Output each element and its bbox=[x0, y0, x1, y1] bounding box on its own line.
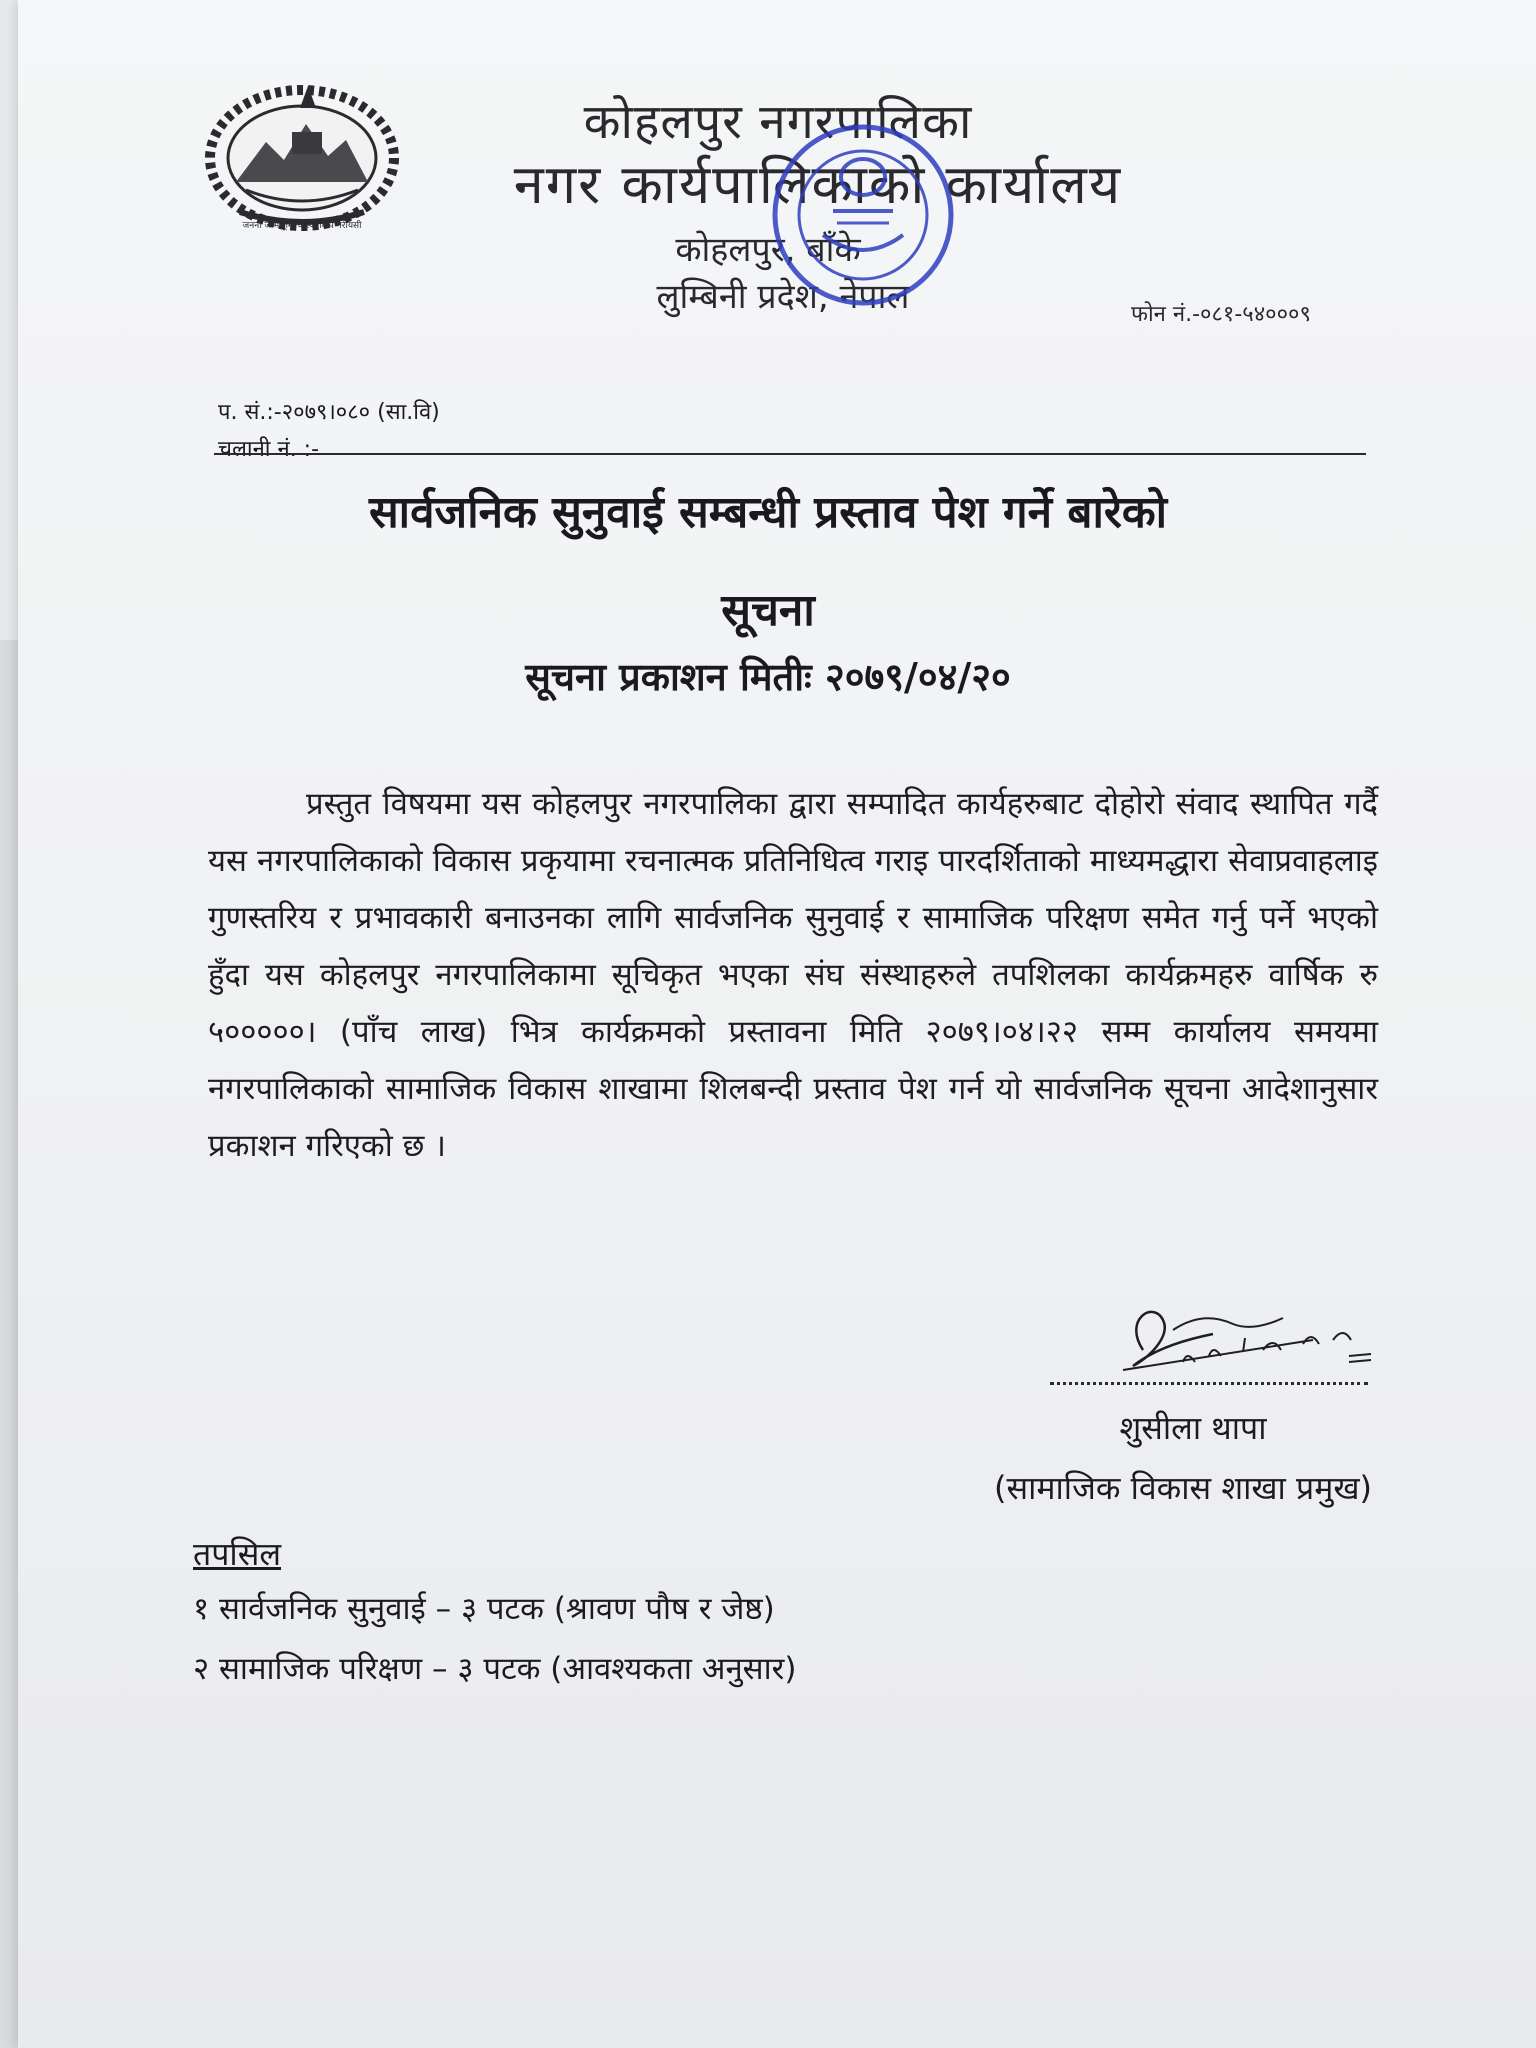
annex-item: २ सामाजिक परिक्षण – ३ पटक (आवश्यकता अनुसार) bbox=[193, 1651, 797, 1687]
office-address-line1: कोहलपुर, बाँके bbox=[675, 230, 861, 270]
signatory-name: शुसीला थापा bbox=[1119, 1409, 1267, 1447]
office-name-line2: नगर कार्यपालिकाको कार्यालय bbox=[513, 153, 1123, 216]
office-stamp bbox=[763, 115, 963, 315]
fiscal-year-reference: प. सं.:-२०७९।०८० (सा.वि) bbox=[218, 400, 440, 425]
office-name-line1: कोहलपुर नगरपालिका bbox=[583, 94, 973, 150]
header-divider bbox=[214, 453, 1366, 455]
signature-line bbox=[1050, 1382, 1368, 1385]
office-phone: फोन नं.-०८१-५४०००९ bbox=[1131, 302, 1311, 327]
notice-body: प्रस्तुत विषयमा यस कोहलपुर नगरपालिका द्वारा सम्पादित कार्यहरुबाट दोहोरो संवाद स्थापित गर्दै यस नगरपालिकाको विकास प्रकृयामा रचनात्मक प्रतिनिधित्व गराइ पारदर्शिताको माध्यमद्धारा सेवाप्रवाहलाइ गुणस्तरिय र प्रभावकारी बनाउनका लागि सार्वजनिक सुनुवाई र सामाजिक परिक्षण समेत गर्नु पर्ने भएको हुँदा यस कोहलपुर नगरपालिकामा सूचिकृत भएका संघ संस्थाहरुले तपशिलका कार्यक्रमहरु वार्षिक रु ५०००००। (पाँच लाख) भित्र कार्यक्रमको प्रस्तावना मिति २०७९।०४।२२ सम्म कार्यालय समयमा नगरपालिकाको सामाजिक विकास शाखामा शिलबन्दी प्रस्ताव पेश गर्न यो सार्वजनिक सूचना आदेशानुसार प्रकाशन गरिएको छ । bbox=[208, 786, 1378, 1164]
publish-date: सूचना प्रकाशन मितीः २०७९/०४/२० bbox=[525, 655, 1011, 699]
annex-item: १ सार्वजनिक सुनुवाई – ३ पटक (श्रावण पौष र जेष्ठ) bbox=[193, 1591, 775, 1627]
svg-text:जननी जन्मभूमिश्च स्वर्गादपि गर: जननी जन्मभूमिश्च स्वर्गादपि गरीयसी bbox=[242, 221, 362, 231]
annex-heading: तपसिल bbox=[193, 1535, 282, 1573]
office-address-line2: लुम्बिनी प्रदेश, नेपाल bbox=[656, 277, 910, 317]
signatory-designation: (सामाजिक विकास शाखा प्रमुख) bbox=[993, 1469, 1373, 1507]
notice-heading: सूचना bbox=[721, 585, 815, 636]
notice-title: सार्वजनिक सुनुवाई सम्बन्धी प्रस्ताव पेश गर्ने बारेको bbox=[368, 487, 1168, 538]
dispatch-number: चलानी नं. :- bbox=[218, 437, 320, 462]
notice-paper bbox=[18, 0, 1536, 2048]
nepal-government-emblem bbox=[196, 72, 408, 240]
handwritten-signature bbox=[1113, 1300, 1383, 1380]
